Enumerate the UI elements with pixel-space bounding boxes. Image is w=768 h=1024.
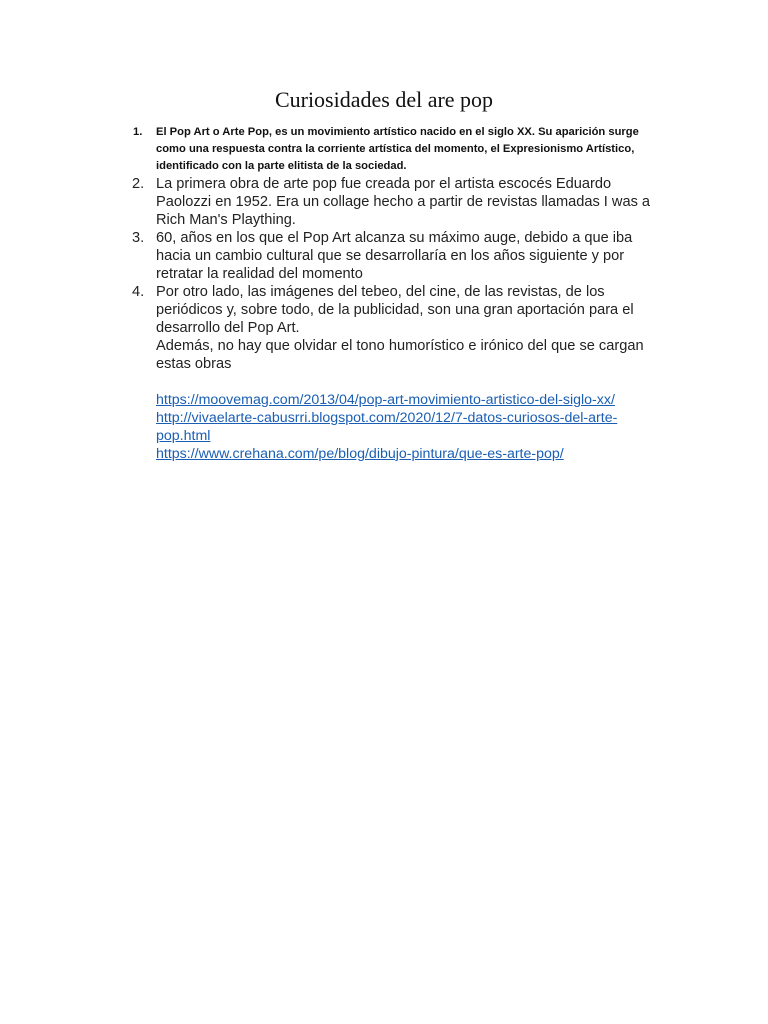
list-item-text: 60, años en los que el Pop Art alcanza su máximo auge, debido a que iba hacia un cambio cultural que se desarrollaría en los años siguiente y por retratar la realidad del momento: [156, 230, 633, 282]
reference-link-moovemag[interactable]: https://moovemag.com/2013/04/pop-art-movimiento-artistico-del-siglo-xx/: [156, 392, 615, 408]
list-item-2: [130, 175, 660, 229]
list-item-3: [130, 229, 660, 283]
list-item-number: 2.: [132, 176, 145, 192]
list-item-number: 3.: [132, 230, 145, 246]
reference-link-crehana[interactable]: https://www.crehana.com/pe/blog/dibujo-pintura/que-es-arte-pop/: [156, 446, 564, 462]
list-item-extra-text: Además, no hay que olvidar el tono humorístico e irónico del que se cargan estas obras: [156, 338, 644, 372]
list-item-1: [130, 124, 660, 175]
list-item-number: 4.: [132, 284, 145, 300]
list-item-text: La primera obra de arte pop fue creada por el artista escocés Eduardo Paolozzi en 1952. Era un collage hecho a partir de revistas llamadas I was a Rich Man's Plaything.: [156, 176, 651, 228]
reference-links: [130, 391, 660, 463]
list-item-text: Por otro lado, las imágenes del tebeo, del cine, de las revistas, de los periódicos y, sobre todo, de la publicidad, son una gran aportación para el desarrollo del Pop Art.: [156, 284, 634, 336]
reference-link-vivaelarte[interactable]: http://vivaelarte-cabusrri.blogspot.com/2020/12/7-datos-curiosos-del-arte-pop.html: [156, 410, 618, 444]
list-item-text: El Pop Art o Arte Pop, es un movimiento artístico nacido en el siglo XX. Su aparición surge como una respuesta contra la corriente artística del momento, el Expresionismo Artístico, identificado con la parte elitista de la sociedad.: [156, 126, 639, 172]
list-item-4: [130, 283, 660, 373]
list-item-number: 1.: [133, 126, 143, 138]
document-title: Curiosidades del are pop: [274, 87, 494, 112]
numbered-list: [130, 124, 660, 463]
